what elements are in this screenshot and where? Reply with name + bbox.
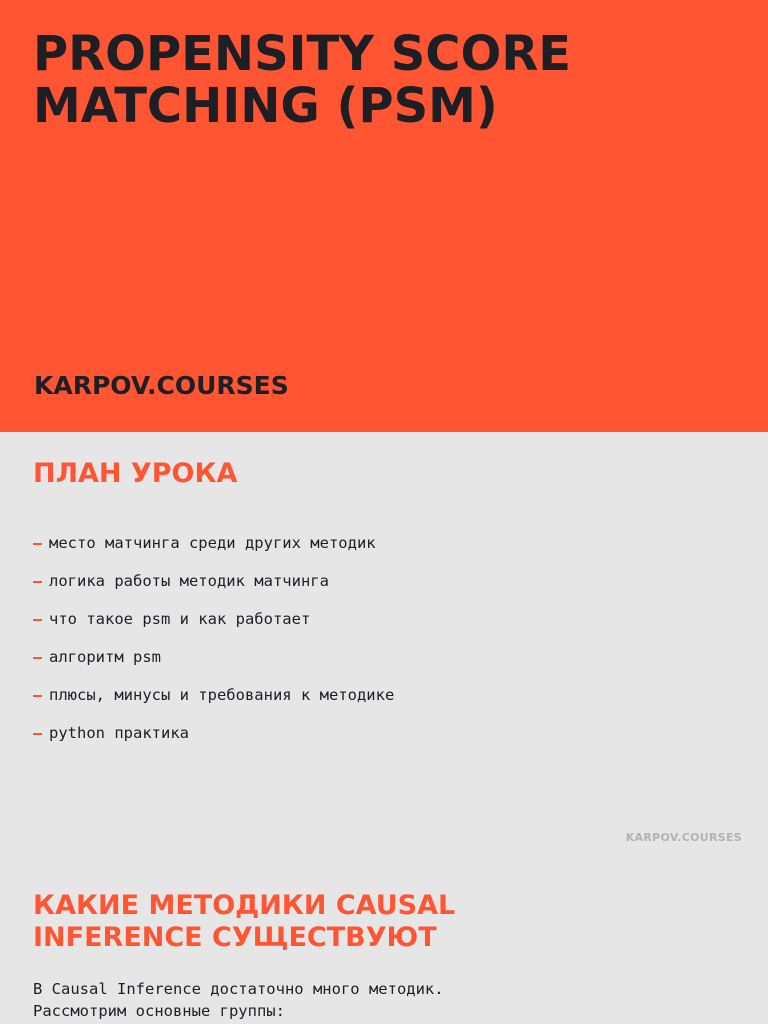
list-item-text: логика работы методик матчинга (49, 572, 329, 590)
list-item-text: место матчинга среди других методик (49, 534, 376, 552)
dash-bullet-icon (33, 695, 42, 697)
dash-bullet-icon (33, 733, 42, 735)
list-item (33, 676, 394, 714)
lesson-plan-slide (0, 432, 768, 864)
methods-heading-line-2: INFERENCE СУЩЕСТВУЮТ (33, 922, 437, 953)
dash-bullet-icon (33, 543, 42, 545)
lesson-plan-list (33, 524, 394, 752)
list-item-text: что такое psm и как работает (49, 610, 311, 628)
list-item-text: python практика (49, 724, 189, 742)
list-item-text: алгоритм psm (49, 648, 161, 666)
brand-logo-text: KARPOV.COURSES (34, 371, 289, 400)
methods-body-text (33, 978, 444, 1022)
list-item (33, 562, 394, 600)
methods-heading-line-1: КАКИЕ МЕТОДИКИ CAUSAL (33, 890, 456, 921)
list-item-text: плюсы, минусы и требования к методике (49, 686, 395, 704)
footer-brand-text: KARPOV.COURSES (625, 831, 742, 844)
dash-bullet-icon (33, 581, 42, 583)
slide-title (33, 28, 753, 132)
lesson-plan-heading: ПЛАН УРОКА (33, 458, 238, 489)
dash-bullet-icon (33, 619, 42, 621)
list-item (33, 714, 394, 752)
list-item (33, 638, 394, 676)
title-slide (0, 0, 768, 432)
title-line-1: PROPENSITY SCORE (33, 26, 572, 82)
methods-text-line-2: Рассмотрим основные группы: (33, 1002, 285, 1020)
list-item (33, 600, 394, 638)
methods-heading (33, 890, 455, 954)
methods-slide (0, 864, 768, 1024)
methods-text-line-1: В Causal Inference достаточно много методик. (33, 980, 444, 998)
dash-bullet-icon (33, 657, 42, 659)
title-line-2: MATCHING (PSM) (33, 78, 498, 134)
list-item (33, 524, 394, 562)
